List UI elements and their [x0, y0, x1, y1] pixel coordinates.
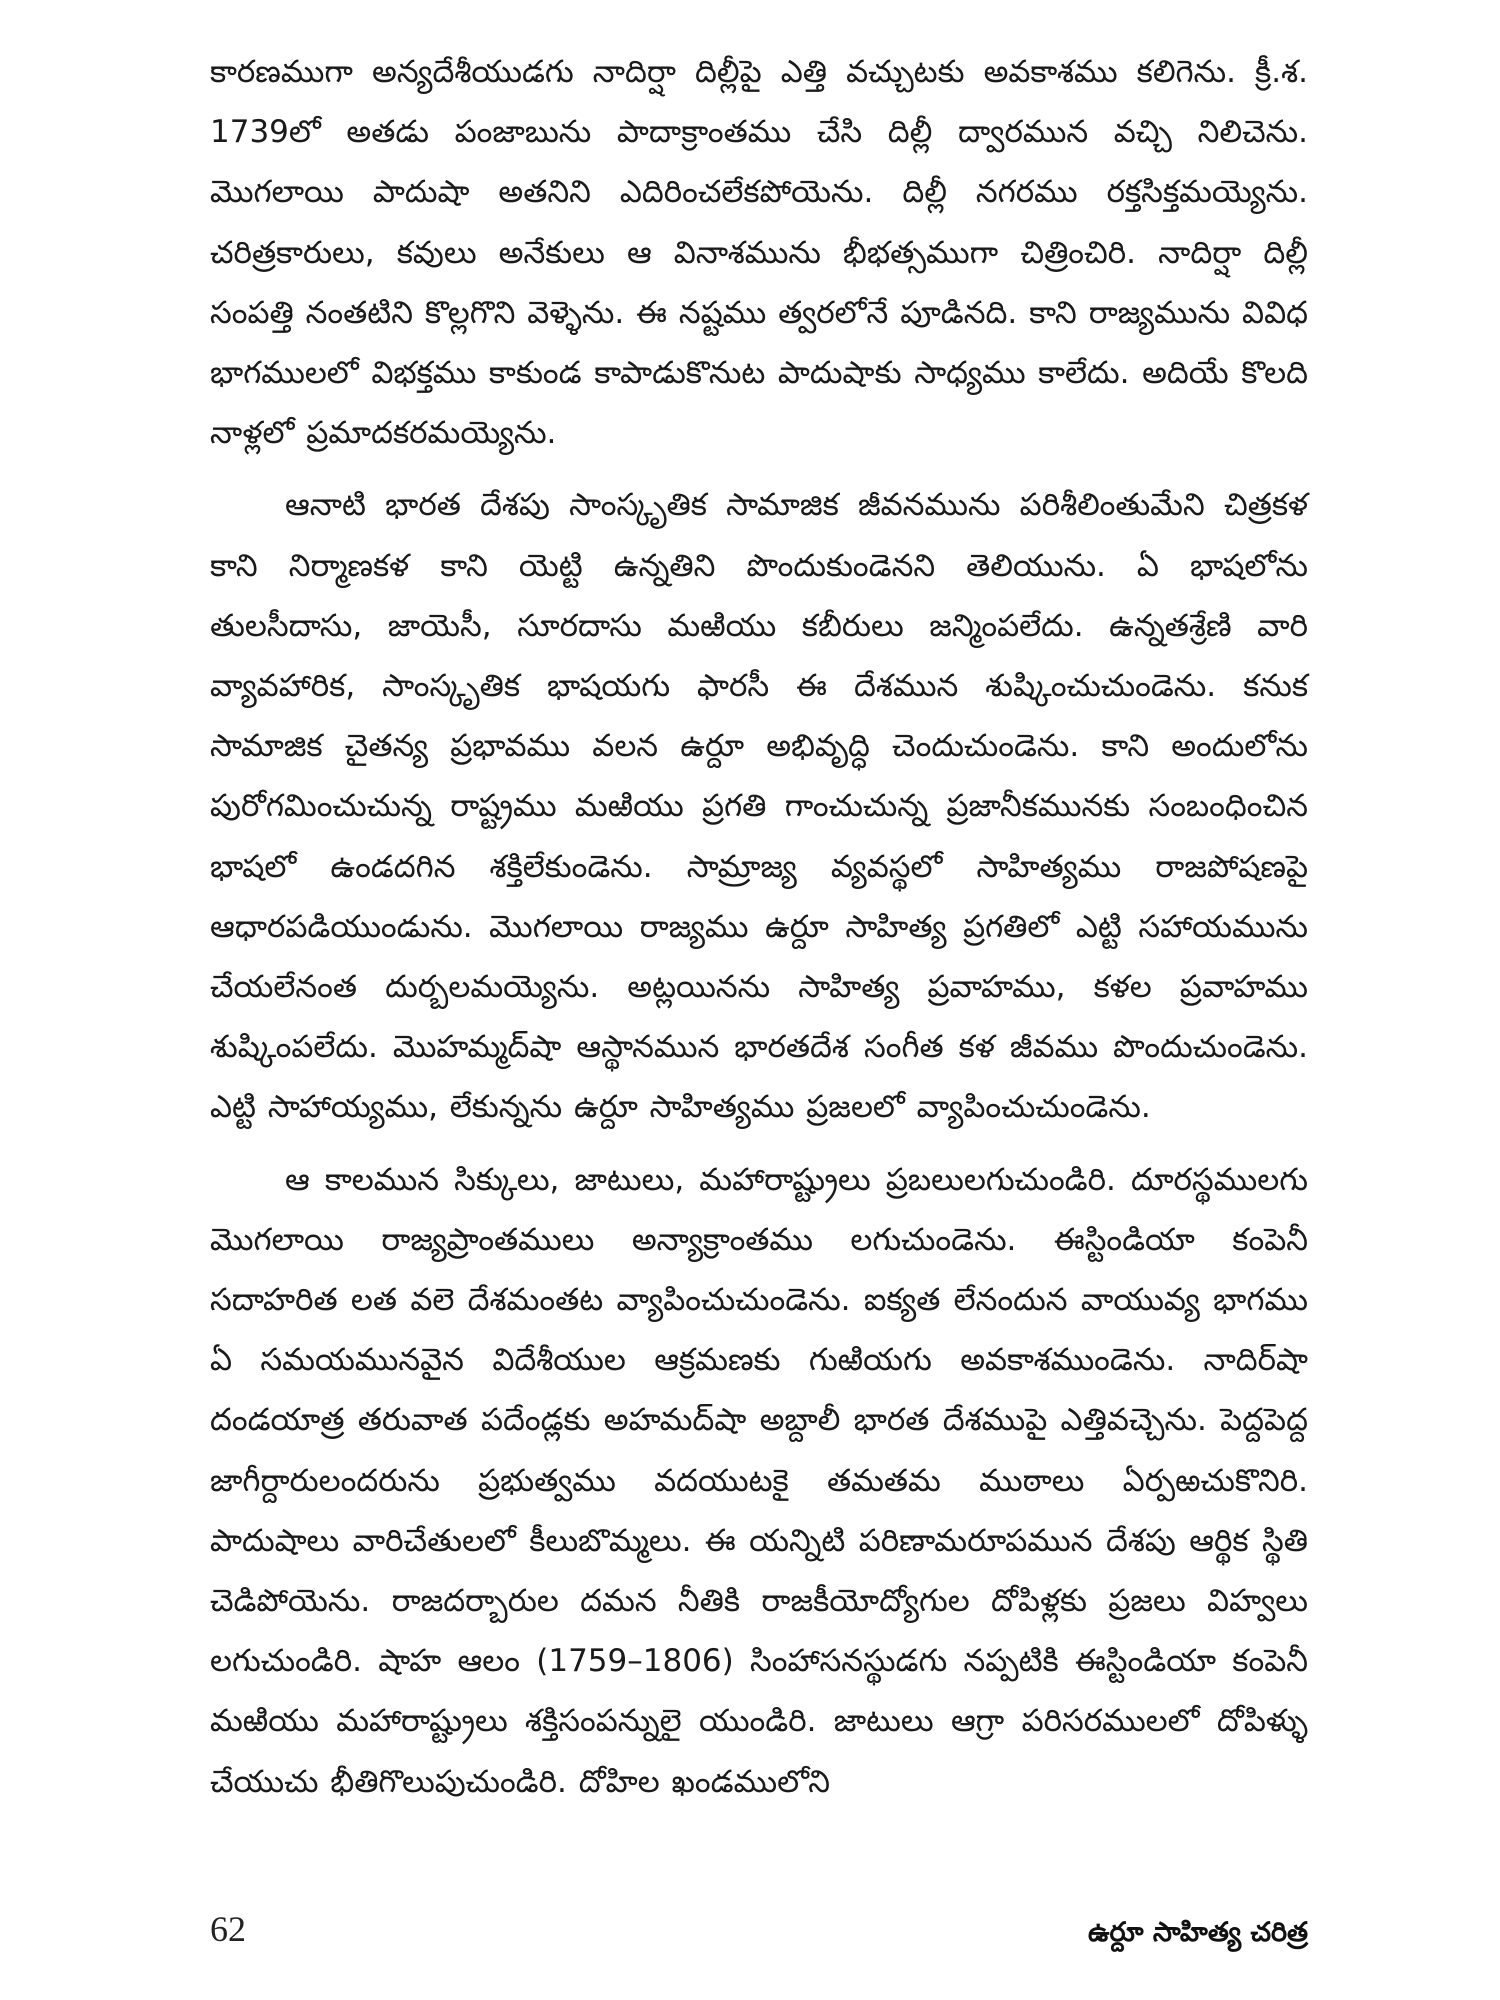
paragraph-1: కారణముగా అన్యదేశీయుడగు నాదిర్షా దిల్లీపై ఎత్తి వచ్చుటకు అవకాశము కలిగెను. క్రీ.శ. 1739లో అతడు పంజాబును పాదాక్రాంతము చేసి దిల్లీ ద్వారమున వచ్చి నిలిచెను. మొగలాయి పాదుషా అతనిని ఎదిరించలేకపోయెను. దిల్లీ నగరము రక్తసిక్తమయ్యెను. చరిత్రకారులు, కవులు అనేకులు ఆ వినాశమును భీభత్సముగా చిత్రించిరి. నాదిర్షా దిల్లీ సంపత్తి నంతటిని కొల్లగొని వెళ్ళెను. ఈ నష్టము త్వరలోనే పూడినది. కాని రాజ్యమును వివిధ భాగములలో విభక్తము కాకుండ కాపాడుకొనుట పాదుషాకు సాధ్యము కాలేదు. అదియే కొలది నాళ్లలో ప్రమాదకరమయ్యెను.	[210, 54, 1308, 452]
paragraph-2: ఆనాటి భారత దేశపు సాంస్కృతిక సామాజిక జీవనమును పరిశీలింతుమేని చిత్రకళ కాని నిర్మాణకళ కాని యెట్టి ఉన్నతిని పొందుకుండెనని తెలియును. ఏ భాషలోను తులసీదాసు, జాయెసీ, సూరదాసు మఱియు కబీరులు జన్మింపలేదు. ఉన్నతశ్రేణి వారి వ్యావహారిక, సాంస్కృతిక భాషయగు ఫారసీ ఈ దేశమున శుష్కించుచుండెను. కనుక సామాజిక చైతన్య ప్రభావము వలన ఉర్దూ అభివృద్ధి చెందుచుండెను. కాని అందులోను పురోగమించుచున్న రాష్ట్రము మఱియు ప్రగతి గాంచుచున్న ప్రజానీకమునకు సంబంధించిన భాషలో ఉండదగిన శక్తిలేకుండెను. సామ్రాజ్య వ్యవస్థలో సాహిత్యము రాజపోషణపై ఆధారపడియుండును. మొగలాయి రాజ్యము ఉర్దూ సాహిత్య ప్రగతిలో ఎట్టి సహాయమును చేయలేనంత దుర్బలమయ్యెను. అట్లయినను సాహిత్య ప్రవాహము, కళల ప్రవాహము శుష్కింపలేదు. మొహమ్మద్‌షా ఆస్థానమున భారతదేశ సంగీత కళ జీవము పొందుచుండెను. ఎట్టి సాహాయ్యము, లేకున్నను ఉర్దూ సాహిత్యము ప్రజలలో వ్యాపించుచుండెను.	[210, 487, 1308, 1126]
body-text	[210, 42, 1308, 1824]
page-number: 62	[210, 1909, 246, 1949]
paragraph-3: ఆ కాలమున సిక్కులు, జాటులు, మహారాష్ట్రులు ప్రబలులగుచుండిరి. దూరస్థములగు మొగలాయి రాజ్యప్రాంతములు అన్యాక్రాంతము లగుచుండెను. ఈస్టిండియా కంపెనీ సదాహరిత లత వలె దేశమంతట వ్యాపించుచుండెను. ఐక్యత లేనందున వాయువ్య భాగము ఏ సమయమునవైన విదేశీయుల ఆక్రమణకు గుఱియగు అవకాశముండెను. నాదిర్‌షా దండయాత్ర తరువాత పదేండ్లకు అహమద్‌షా అబ్దాలీ భారత దేశముపై ఎత్తివచ్చెను. పెద్దపెద్ద జాగీర్దారులందరును ప్రభుత్వము వదయుటకై తమతమ ముఠాలు ఏర్పఱచుకొనిరి. పాదుషాలు వారిచేతులలో కీలుబొమ్మలు. ఈ యన్నిటి పరిణామరూపమున దేశపు ఆర్థిక స్థితి చెడిపోయెను. రాజదర్బారుల దమన నీతికి రాజకీయోద్యోగుల దోపిళ్లకు ప్రజలు విహ్వలు లగుచుండిరి. షాహ ఆలం (1759–1806) సింహాసనస్థుడగు నప్పటికి ఈస్టిండియా కంపెనీ మఱియు మహారాష్ట్రులు శక్తిసంపన్నులై యుండిరి. జాటులు ఆగ్రా పరిసరములలో దోపిళ్ళు చేయుచు భీతిగొలుపుచుండిరి. దోహిల ఖండములోని	[210, 1161, 1308, 1800]
running-title: ఉర్దూ సాహిత్య చరిత్ర	[1087, 1917, 1308, 1948]
page-footer	[210, 1905, 1308, 1965]
